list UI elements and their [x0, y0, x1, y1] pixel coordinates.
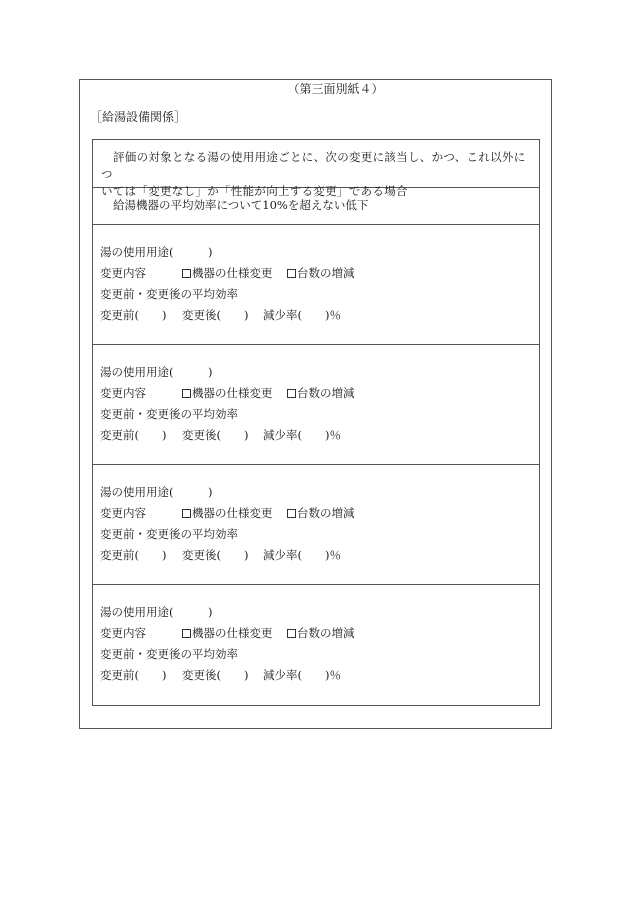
count-change-label: 台数の増減 — [297, 626, 355, 640]
condition-cell — [93, 140, 539, 198]
change-row — [100, 386, 539, 407]
usage-label[interactable]: 湯の使用用途( ) — [100, 605, 213, 619]
usage-entry — [93, 465, 539, 585]
usage-row — [100, 485, 539, 506]
efficiency-values-row — [100, 428, 539, 449]
change-row — [100, 506, 539, 527]
before-field[interactable]: 変更前( ) — [100, 308, 167, 322]
efficiency-heading: 変更前・変更後の平均効率 — [100, 647, 238, 661]
count-change-option[interactable] — [287, 626, 355, 640]
usage-label[interactable]: 湯の使用用途( ) — [100, 365, 213, 379]
checkbox-icon[interactable] — [287, 629, 296, 638]
reduction-field[interactable]: 減少率( )％ — [263, 308, 341, 322]
sheet-title: （第三面別紙４） — [287, 82, 384, 96]
spec-change-label: 機器の仕様変更 — [192, 506, 273, 520]
checkbox-icon[interactable] — [287, 389, 296, 398]
efficiency-heading-row — [100, 407, 539, 428]
spec-change-option[interactable] — [182, 386, 273, 400]
form-frame — [79, 79, 552, 729]
usage-label[interactable]: 湯の使用用途( ) — [100, 485, 213, 499]
checkbox-icon[interactable] — [287, 509, 296, 518]
spec-change-label: 機器の仕様変更 — [192, 626, 273, 640]
usage-entry — [93, 225, 539, 345]
hot-water-table — [92, 139, 540, 706]
change-row — [100, 266, 539, 287]
after-field[interactable]: 変更後( ) — [182, 308, 249, 322]
before-field[interactable]: 変更前( ) — [100, 668, 167, 682]
after-field[interactable]: 変更後( ) — [182, 428, 249, 442]
efficiency-heading: 変更前・変更後の平均効率 — [100, 287, 238, 301]
change-label: 変更内容 — [100, 386, 146, 400]
checkbox-icon[interactable] — [287, 269, 296, 278]
checkbox-icon[interactable] — [182, 389, 191, 398]
efficiency-values-row — [100, 548, 539, 569]
usage-row — [100, 245, 539, 266]
usage-row — [100, 605, 539, 626]
efficiency-heading: 変更前・変更後の平均効率 — [100, 527, 238, 541]
change-label: 変更内容 — [100, 506, 146, 520]
count-change-label: 台数の増減 — [297, 266, 355, 280]
condition-text-line-2: いては「変更なし」か「性能が向上する変更」である場合 — [101, 184, 408, 198]
criterion-cell: 給湯機器の平均効率について10%を超えない低下 — [93, 188, 539, 225]
change-label: 変更内容 — [100, 626, 146, 640]
spec-change-option[interactable] — [182, 266, 273, 280]
checkbox-icon[interactable] — [182, 629, 191, 638]
checkbox-icon[interactable] — [182, 509, 191, 518]
efficiency-values-row — [100, 668, 539, 689]
efficiency-heading-row — [100, 647, 539, 668]
change-label: 変更内容 — [100, 266, 146, 280]
count-change-label: 台数の増減 — [297, 386, 355, 400]
spec-change-option[interactable] — [182, 626, 273, 640]
spec-change-label: 機器の仕様変更 — [192, 386, 273, 400]
usage-entry — [93, 345, 539, 465]
efficiency-heading-row — [100, 287, 539, 308]
reduction-field[interactable]: 減少率( )％ — [263, 668, 341, 682]
change-row — [100, 626, 539, 647]
after-field[interactable]: 変更後( ) — [182, 548, 249, 562]
count-change-option[interactable] — [287, 266, 355, 280]
usage-entry — [93, 585, 539, 705]
reduction-field[interactable]: 減少率( )％ — [263, 548, 341, 562]
checkbox-icon[interactable] — [182, 269, 191, 278]
count-change-option[interactable] — [287, 386, 355, 400]
usage-label[interactable]: 湯の使用用途( ) — [100, 245, 213, 259]
reduction-field[interactable]: 減少率( )％ — [263, 428, 341, 442]
condition-text-line-1: 評価の対象となる湯の使用用途ごとに、次の変更に該当し、かつ、これ以外につ — [101, 150, 526, 181]
count-change-label: 台数の増減 — [297, 506, 355, 520]
count-change-option[interactable] — [287, 506, 355, 520]
usage-row — [100, 365, 539, 386]
before-field[interactable]: 変更前( ) — [100, 548, 167, 562]
spec-change-option[interactable] — [182, 506, 273, 520]
after-field[interactable]: 変更後( ) — [182, 668, 249, 682]
before-field[interactable]: 変更前( ) — [100, 428, 167, 442]
efficiency-heading-row — [100, 527, 539, 548]
section-label: ［給湯設備関係］ — [90, 110, 187, 124]
efficiency-heading: 変更前・変更後の平均効率 — [100, 407, 238, 421]
spec-change-label: 機器の仕様変更 — [192, 266, 273, 280]
efficiency-values-row — [100, 308, 539, 329]
